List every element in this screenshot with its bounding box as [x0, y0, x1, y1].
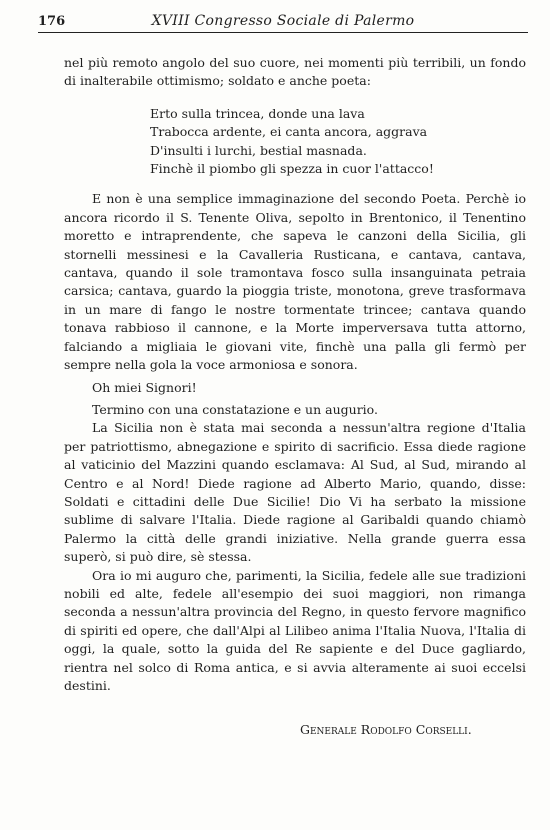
- poem-verse: Finchè il piombo gli spezza in cuor l'attacco!: [150, 161, 434, 177]
- signature: Generale Rodolfo Corselli.: [300, 722, 472, 737]
- paragraph: E non è una semplice immaginazione del secondo Poeta. Perchè io ancora ricordo il S. Tenente Oliva, sepolto in Brentonico, il Tenentino moretto e intraprendente, che sapeva le canzoni della Sicilia, gli stornelli messinesi e la Cavalleria Rusticana, e cantava, cantava, cantava, quando il sole tramontava fosco sulla insanguinata petraia carsica; cantava, guardo la pioggia triste, monotona, greve trasformava in un mare di fango le nostre tormentate trincee; cantava quando tonava rabbioso il cannone, e la Morte imperversava tutta attorno, falciando a migliaia le giovani vite, finchè una palla gli fermò per sempre nella gola la voce armoniosa e sonora.: [64, 191, 526, 373]
- intro-paragraph: nel più remoto angolo del suo cuore, nei momenti più terribili, un fondo di inalterabile ottimismo; soldato e anche poeta:: [64, 55, 526, 89]
- page-header: [38, 10, 528, 33]
- running-head: XVIII Congresso Sociale di Palermo: [151, 13, 415, 29]
- paragraph: La Sicilia non è stata mai seconda a nessun'altra regione d'Italia per patriottismo, abnegazione e spirito di sacrificio. Essa diede ragione al vaticinio del Mazzini quando esclamava: Al Sud, al Sud, mirando al Centro e al Nord! Diede ragione ad Alberto Mario, quando, disse: Soldati e cittadini delle Due Sicilie! Dio Vi ha serbato la missione sublime di salvare l'Italia. Diede ragione al Garibaldi quando chiamò Palermo la città delle grandi iniziative. Nella grande guerra essa superò, si può dire, sè stessa.: [64, 420, 526, 565]
- poem-verse: Trabocca ardente, ei canta ancora, aggrava: [150, 124, 428, 140]
- paragraph: Oh miei Signori!: [92, 379, 197, 395]
- poem-verse: D'insulti i lurchi, bestial masnada.: [150, 142, 367, 158]
- poem-quote: [150, 105, 526, 179]
- page-number: 176: [38, 14, 66, 29]
- paragraph: Ora io mi auguro che, parimenti, la Sicilia, fedele alle sue tradizioni nobili ed alte, fedele all'esempio dei suoi maggiori, non rimanga seconda a nessun'altra provincia del Regno, in questo fervore magnifico di spiriti ed opere, che dall'Alpi al Lilibeo anima l'Italia Nuova, l'Italia di oggi, la quale, sotto la guida del Re sapiente e del Duce gagliardo, rientra nel solco di Roma antica, e si avvia alteramente ai suoi eccelsi destini.: [64, 567, 526, 693]
- paragraph: Termino con una constatazione e un augurio.: [92, 401, 378, 417]
- body-text: [64, 54, 526, 695]
- poem-verse: Erto sulla trincea, donde una lava: [150, 105, 365, 121]
